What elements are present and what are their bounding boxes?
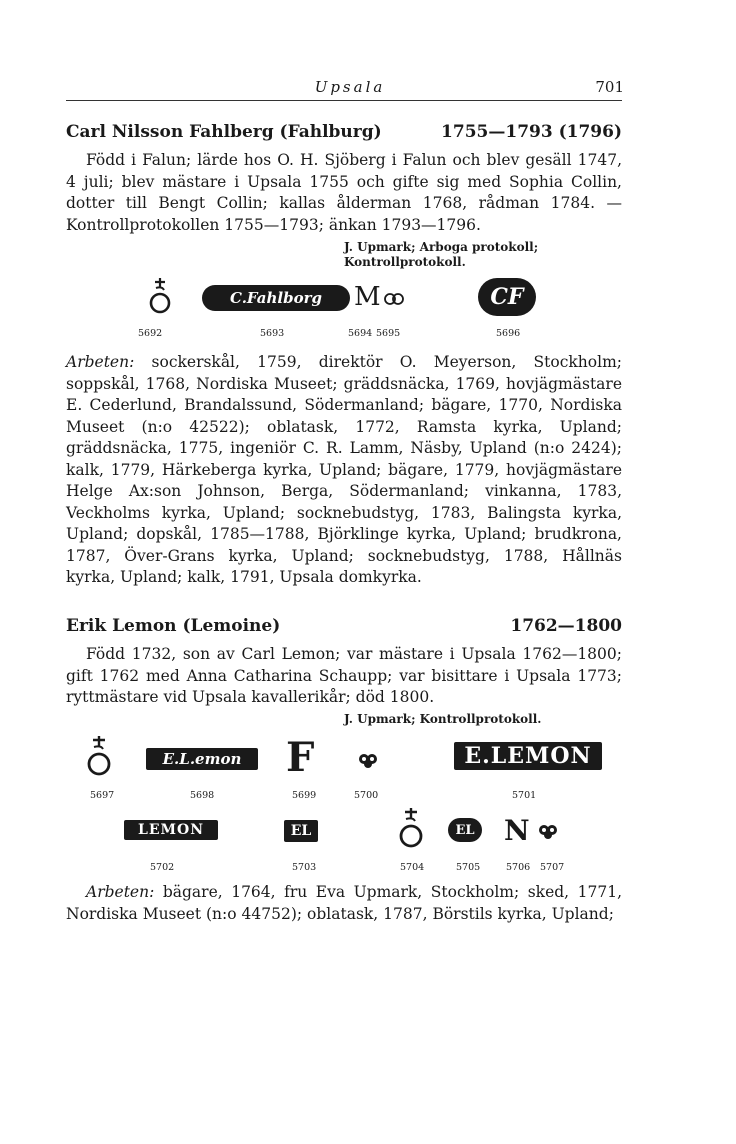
mark-number: 5693 — [260, 328, 285, 339]
mark-number: 5698 — [190, 790, 215, 801]
entry1-bio — [66, 150, 622, 236]
entry1-source: J. Upmark; Arboga protokoll; Kontrollprotokoll. — [344, 240, 539, 269]
mark-5702-name-stamp: LEMON — [124, 820, 218, 840]
mark-number: 5700 — [354, 790, 379, 801]
entry2-works-text: bägare, 1764, fru Eva Upmark, Stockholm; sked, 1771, Nordiska Museet (n:o 44752); oblatask, 1787, Börstils kyrka, Upland; — [66, 883, 622, 923]
mark-number: 5705 — [456, 862, 481, 873]
mark-number: 5699 — [292, 790, 317, 801]
mark-number: 5701 — [512, 790, 537, 801]
entry2-works — [66, 882, 622, 925]
mark-5694-letter: M — [354, 282, 381, 312]
entry1-works-text: sockerskål, 1759, direktör O. Meyerson, Stockholm; soppskål, 1768, Nordiska Museet; gräddsnäcka, 1769, hovjägmästare E. Cederlund, Brandalssund, Södermanland; bägare, 1770, Nordiska Museet (n:o 42522); oblatask, 1772, Ramsta kyrka, Upland; gräddsnäcka, 1775, ingeniör C. R. Lamm, Näsby, Upland (n:o 2424); kalk, 1779, Härkeberga kyrka, Upland; bägare, 1779, hovjägmästare Helge Ax:son Johnson, Berga, Södermanland; vinkanna, 1783, Veckholms kyrka, Upland; socknebudstyg, 1783, Balingsta kyrka, Upland; dopskål, 1785—1788, Björklinge kyrka, Upland; brudkrona, 1787, Över-Grans kyrka, Upland; socknebudstyg, 1788, Hållnäs kyrka, Upland; kalk, 1791, Upsala domkyrka. — [66, 353, 622, 586]
running-header-place: Upsala — [314, 78, 386, 96]
entry2-source: J. Upmark; Kontrollprotokoll. — [344, 712, 542, 726]
mark-number: 5695 — [376, 328, 401, 339]
mark-number: 5706 — [506, 862, 531, 873]
entry1-bio-text: Född i Falun; lärde hos O. H. Sjöberg i Falun och blev gesäll 1747, 4 juli; blev mästare i Upsala 1755 och gifte sig med Sophia Collin, dotter till Bengt Collin; kallas ålderman 1768, rådman 1784. — Kontrollprotokollen 1755—1793; änkan 1793—1796. — [66, 151, 622, 234]
mark-number: 5704 — [400, 862, 425, 873]
mark-5700-crown-icon — [358, 752, 378, 774]
mark-number: 5694 — [348, 328, 373, 339]
mark-number: 5703 — [292, 862, 317, 873]
mark-5706-letter: N — [504, 814, 530, 847]
mark-5695-crown-icon — [384, 291, 404, 311]
mark-5703-initials-stamp: EL — [284, 820, 318, 842]
entry1-works — [66, 352, 622, 589]
entry2-works-label: Arbeten: — [86, 883, 155, 901]
mark-5697-town-icon — [86, 734, 112, 782]
entry1-name: Carl Nilsson Fahlberg (Fahlburg) — [66, 122, 382, 142]
mark-5698-name-stamp: E.L.emon — [146, 748, 258, 770]
mark-number: 5697 — [90, 790, 115, 801]
entry1-works-label: Arbeten: — [66, 353, 135, 371]
header-rule — [66, 100, 622, 101]
mark-number: 5707 — [540, 862, 565, 873]
page-number: 701 — [595, 78, 624, 96]
mark-5705-initials-stamp: EL — [448, 818, 482, 842]
entry2-dates: 1762—1800 — [510, 616, 622, 636]
entry2-bio-text: Född 1732, son av Carl Lemon; var mästare i Upsala 1762—1800; gift 1762 med Anna Catharina Schaupp; var bisittare i Upsala 1773; ryttmästare vid Upsala kavallerikår; död 1800. — [66, 645, 622, 706]
mark-number: 5696 — [496, 328, 521, 339]
entry2-bio — [66, 644, 622, 709]
mark-5699-letter: F — [286, 734, 315, 781]
mark-number: 5702 — [150, 862, 175, 873]
entry2-name: Erik Lemon (Lemoine) — [66, 616, 281, 636]
mark-5707-crown-icon — [538, 823, 558, 845]
mark-5704-town-icon — [398, 806, 424, 854]
mark-5701-name-stamp: E.LEMON — [454, 742, 602, 770]
mark-5693-name-stamp: C.Fahlborg — [202, 285, 350, 311]
entry1-dates: 1755—1793 (1796) — [441, 122, 622, 142]
mark-5696-initials-stamp: CF — [478, 278, 536, 316]
mark-number: 5692 — [138, 328, 163, 339]
mark-5692-town-icon — [148, 276, 172, 320]
